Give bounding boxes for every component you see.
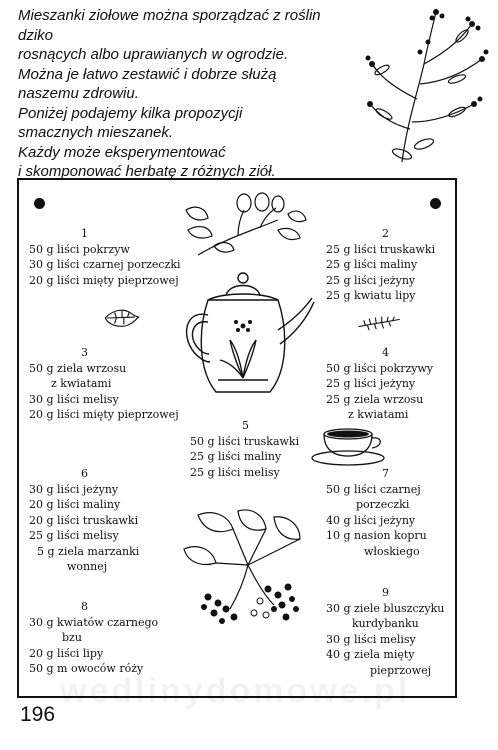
- ingredient: 30 g liści melisy: [326, 632, 416, 646]
- ingredient: 30 g liści czarnej porzeczki: [29, 258, 181, 271]
- recipe-8: [29, 599, 169, 677]
- intro-line: rosnących albo uprawianych w ogrodzie.: [18, 46, 289, 63]
- recipe-number: 1: [81, 227, 88, 240]
- recipe-number: 2: [382, 227, 389, 240]
- ingredient: 25 g liści melisy: [190, 465, 280, 479]
- ingredient: z kwiatami: [51, 377, 112, 390]
- herb-sprig-illustration: [355, 314, 403, 332]
- ingredient: 50 g ziela wrzosu: [29, 361, 127, 375]
- ingredient: z kwiatami: [348, 408, 409, 421]
- recipe-number: 6: [81, 467, 88, 480]
- ingredient: 25 g liści jeżyny: [326, 377, 416, 390]
- ingredient: pieprzowej: [370, 663, 432, 677]
- intro-line: Mieszanki ziołowe można sporządzać z roślin dziko: [18, 7, 321, 44]
- ingredient: 40 g liści jeżyny: [326, 513, 416, 527]
- elderberry-illustration: [178, 505, 308, 635]
- ingredient: 50 g liści pokrzywy: [326, 361, 434, 375]
- ingredient: włoskiego: [364, 544, 420, 558]
- herb-illustration: [362, 4, 492, 164]
- recipe-number: 7: [382, 467, 389, 480]
- teapot-illustration: [178, 270, 318, 400]
- intro-line: smacznych mieszanek.: [18, 124, 174, 141]
- recipe-number: 4: [382, 346, 389, 359]
- intro-line: i skomponować herbatę z różnych ziół.: [18, 163, 276, 180]
- ingredient: 30 g ziele bluszczyku: [326, 601, 445, 615]
- ingredient: 20 g liści lipy: [29, 646, 104, 660]
- ingredient: 40 g ziela mięty: [326, 648, 415, 661]
- recipe-6: [29, 466, 149, 575]
- ingredient: 20 g liści maliny: [29, 498, 121, 511]
- ingredient: 10 g nasion kopru: [326, 529, 427, 542]
- page-number: 196: [20, 703, 56, 726]
- ingredient: 25 g liści melisy: [29, 529, 119, 542]
- recipe-number: 9: [382, 586, 389, 599]
- intro-line: Poniżej podajemy kilka propozycji: [18, 104, 243, 122]
- hole-right: [430, 198, 441, 209]
- ingredient: 20 g liści mięty pieprzowej: [29, 273, 179, 287]
- teacup-illustration: [308, 418, 388, 468]
- hole-left: [34, 198, 45, 209]
- recipe-4: [326, 345, 451, 423]
- ingredient: bzu: [62, 631, 82, 644]
- recipe-1: [29, 226, 179, 288]
- ingredient: 25 g liści maliny: [190, 450, 282, 463]
- intro-line: Każdy może eksperymentować: [18, 143, 226, 161]
- ingredient: 50 g m owoców róży: [29, 662, 144, 675]
- leaf-illustration: [103, 306, 141, 330]
- recipe-number: 8: [81, 600, 88, 613]
- recipe-5: [190, 418, 310, 480]
- recipe-7: [326, 466, 446, 559]
- intro-paragraph: [18, 6, 358, 182]
- intro-line: Można je łatwo zestawić i dobrze służą: [18, 65, 277, 83]
- ingredient: 30 g liści melisy: [29, 392, 119, 406]
- ingredient: porzeczki: [356, 498, 410, 511]
- watermark: wedlinydomowe.pl: [60, 672, 411, 710]
- ingredient: 50 g liści pokrzyw: [29, 242, 130, 256]
- ingredient: 25 g ziela wrzosu: [326, 392, 424, 406]
- ingredient: 50 g liści truskawki: [190, 434, 300, 448]
- ingredient: 25 g liści jeżyny: [326, 273, 416, 287]
- intro-line: naszemu zdrowiu.: [18, 85, 139, 102]
- ingredient: 25 g liści maliny: [326, 258, 418, 271]
- ingredient: kurdybanku: [352, 617, 419, 630]
- ingredient: 5 g ziela marzanki: [37, 544, 140, 558]
- ingredient: 25 g kwiatu lipy: [326, 289, 416, 302]
- recipe-2: [326, 226, 446, 304]
- rosehip-branch-illustration: [178, 190, 308, 260]
- ingredient: 30 g kwiatów czarnego: [29, 615, 159, 629]
- recipe-number: 5: [242, 419, 249, 432]
- ingredient: 50 g liści czarnej: [326, 482, 421, 496]
- ingredient: wonnej: [67, 560, 108, 573]
- recipe-3: [29, 345, 179, 423]
- ingredient: 30 g liści jeżyny: [29, 482, 119, 496]
- ingredient: 20 g liści truskawki: [29, 513, 139, 527]
- ingredient: 25 g liści truskawki: [326, 242, 436, 256]
- recipe-9: [326, 585, 451, 678]
- recipe-number: 3: [81, 346, 88, 359]
- ingredient: 20 g liści mięty pieprzowej: [29, 408, 179, 421]
